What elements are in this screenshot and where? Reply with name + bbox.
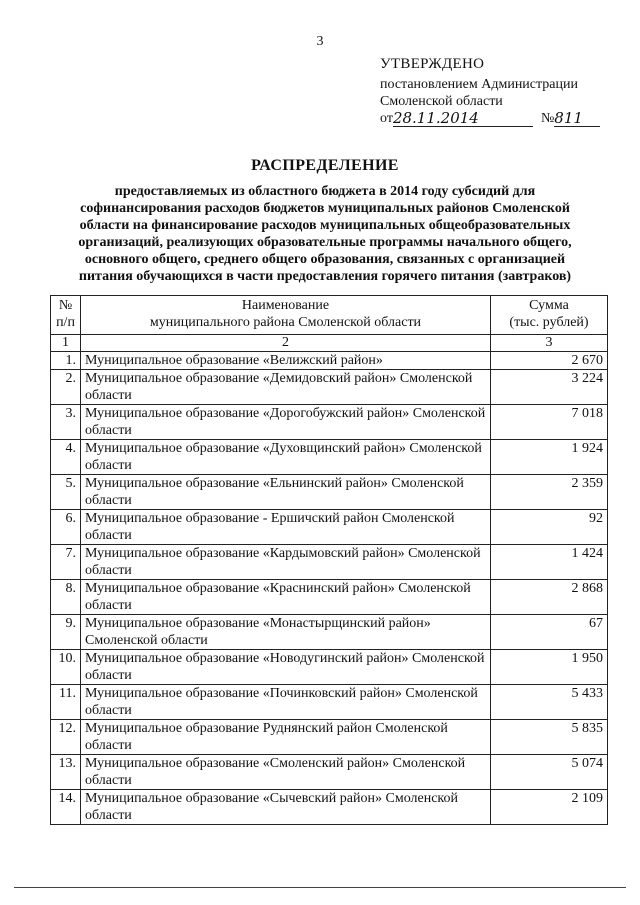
row-number: 14.	[51, 790, 81, 825]
date-prefix: от	[380, 111, 393, 126]
row-number: 6.	[51, 510, 81, 545]
document-title: РАСПРЕДЕЛЕНИЕ	[251, 157, 399, 174]
row-number: 3.	[51, 405, 81, 440]
handwritten-date: 28.11.2014	[393, 110, 533, 127]
row-name: Муниципальное образование «Починковский район» Смоленской области	[81, 685, 491, 720]
column-number: 3	[491, 335, 608, 352]
column-number: 2	[81, 335, 491, 352]
row-number: 13.	[51, 755, 81, 790]
row-number: 1.	[51, 352, 81, 370]
header-num-line-1: №	[58, 298, 73, 313]
approval-title: УТВЕРЖДЕНО	[380, 56, 485, 72]
table-row	[51, 685, 608, 720]
row-amount: 5 835	[491, 720, 608, 755]
page-number: 3	[316, 34, 324, 49]
row-name: Муниципальное образование «Смоленский район» Смоленской области	[81, 755, 491, 790]
table-row	[51, 615, 608, 650]
row-name: Муниципальное образование «Ельнинский район» Смоленской области	[81, 475, 491, 510]
row-name: Муниципальное образование Руднянский район Смоленской области	[81, 720, 491, 755]
row-amount: 7 018	[491, 405, 608, 440]
row-name: Муниципальное образование «Монастырщинский район» Смоленской области	[81, 615, 491, 650]
table-header-row	[51, 296, 608, 335]
header-name-line-1: Наименование	[241, 298, 330, 313]
header-num	[51, 296, 81, 335]
row-amount: 3 224	[491, 370, 608, 405]
row-amount: 2 359	[491, 475, 608, 510]
header-sum-line-1: Сумма	[529, 298, 569, 313]
table-row	[51, 405, 608, 440]
distribution-table	[50, 295, 608, 825]
header-num-line-2: п/п	[56, 315, 75, 330]
row-number: 5.	[51, 475, 81, 510]
row-amount: 2 109	[491, 790, 608, 825]
handwritten-number: 811	[554, 110, 600, 127]
row-name: Муниципальное образование «Велижский район»	[81, 352, 491, 370]
row-name: Муниципальное образование «Сычевский район» Смоленской области	[81, 790, 491, 825]
row-name: Муниципальное образование «Демидовский район» Смоленской области	[81, 370, 491, 405]
row-name: Муниципальное образование «Кардымовский район» Смоленской области	[81, 545, 491, 580]
row-amount: 5 074	[491, 755, 608, 790]
approval-line-2: Смоленской области	[380, 94, 503, 109]
column-number-row	[51, 335, 608, 352]
approval-line-1: постановлением Администрации	[380, 77, 578, 92]
approval-date-row	[380, 110, 600, 127]
row-amount: 1 424	[491, 545, 608, 580]
column-number: 1	[51, 335, 81, 352]
row-amount: 1 950	[491, 650, 608, 685]
row-name: Муниципальное образование «Дорогобужский район» Смоленской области	[81, 405, 491, 440]
table-row	[51, 440, 608, 475]
bottom-divider	[14, 887, 626, 888]
row-amount: 67	[491, 615, 608, 650]
table-row	[51, 545, 608, 580]
row-number: 2.	[51, 370, 81, 405]
row-number: 10.	[51, 650, 81, 685]
table-row	[51, 755, 608, 790]
table-row	[51, 370, 608, 405]
header-sum	[491, 296, 608, 335]
table-row	[51, 580, 608, 615]
table-row	[51, 720, 608, 755]
document-heading	[60, 157, 590, 285]
table-row	[51, 475, 608, 510]
header-name	[81, 296, 491, 335]
table-row	[51, 790, 608, 825]
row-number: 7.	[51, 545, 81, 580]
row-amount: 5 433	[491, 685, 608, 720]
approval-block	[380, 56, 600, 127]
row-name: Муниципальное образование «Новодугинский район» Смоленской области	[81, 650, 491, 685]
header-sum-line-2: (тыс. рублей)	[509, 315, 589, 330]
number-prefix: №	[540, 111, 555, 126]
row-amount: 92	[491, 510, 608, 545]
row-name: Муниципальное образование «Духовщинский район» Смоленской области	[81, 440, 491, 475]
row-number: 4.	[51, 440, 81, 475]
header-name-line-2: муниципального района Смоленской области	[149, 315, 422, 330]
row-amount: 1 924	[491, 440, 608, 475]
row-amount: 2 670	[491, 352, 608, 370]
row-number: 8.	[51, 580, 81, 615]
row-name: Муниципальное образование - Ершичский район Смоленской области	[81, 510, 491, 545]
row-amount: 2 868	[491, 580, 608, 615]
table-row	[51, 650, 608, 685]
table-row	[51, 352, 608, 370]
table-row	[51, 510, 608, 545]
row-number: 12.	[51, 720, 81, 755]
row-number: 9.	[51, 615, 81, 650]
row-name: Муниципальное образование «Краснинский район» Смоленской области	[81, 580, 491, 615]
document-subtitle: предоставляемых из областного бюджета в 2014 году субсидий для софинансирования расходов бюджетов муниципальных районов Смоленской области на финансирование расходов муниципальных общеобразовательных организаций, реализующих образовательные программы начального общего, основного общего, среднего общего образования, связанных с организацией питания обучающихся в части предоставления горячего питания (завтраков)	[78, 184, 572, 284]
row-number: 11.	[51, 685, 81, 720]
